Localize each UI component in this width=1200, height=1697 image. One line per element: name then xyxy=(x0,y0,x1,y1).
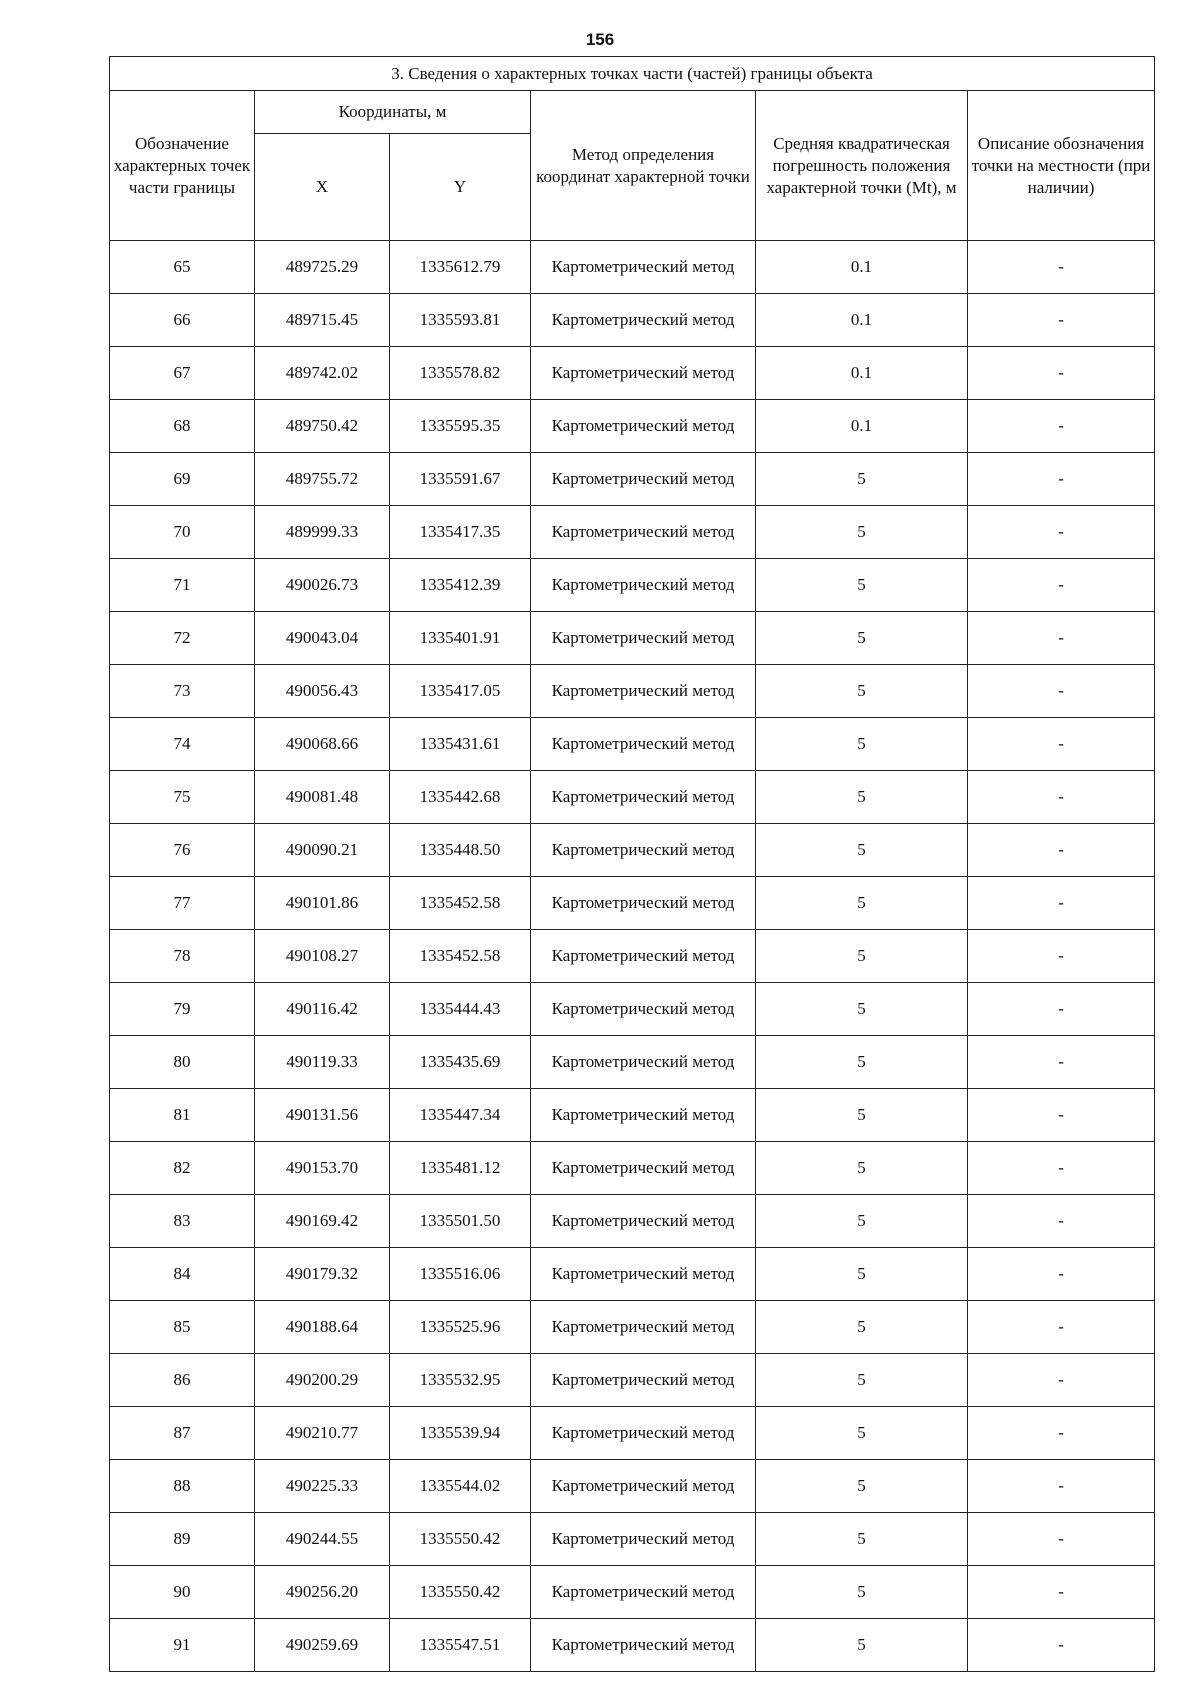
cell-method: Картометрический метод xyxy=(531,241,756,294)
cell-accuracy: 5 xyxy=(756,1354,968,1407)
cell-accuracy: 5 xyxy=(756,771,968,824)
table-row xyxy=(110,1354,1155,1407)
cell-point-id: 87 xyxy=(110,1407,255,1460)
table-row xyxy=(110,1513,1155,1566)
table-row xyxy=(110,1619,1155,1672)
cell-y: 1335481.12 xyxy=(390,1142,531,1195)
cell-x: 490101.86 xyxy=(255,877,390,930)
table-row xyxy=(110,241,1155,294)
cell-description: - xyxy=(968,877,1155,930)
cell-y: 1335516.06 xyxy=(390,1248,531,1301)
cell-x: 489715.45 xyxy=(255,294,390,347)
cell-x: 490259.69 xyxy=(255,1619,390,1672)
cell-method: Картометрический метод xyxy=(531,665,756,718)
cell-method: Картометрический метод xyxy=(531,294,756,347)
cell-point-id: 88 xyxy=(110,1460,255,1513)
cell-y: 1335448.50 xyxy=(390,824,531,877)
cell-point-id: 72 xyxy=(110,612,255,665)
cell-accuracy: 5 xyxy=(756,665,968,718)
cell-point-id: 71 xyxy=(110,559,255,612)
cell-point-id: 74 xyxy=(110,718,255,771)
cell-point-id: 90 xyxy=(110,1566,255,1619)
cell-y: 1335550.42 xyxy=(390,1513,531,1566)
cell-description: - xyxy=(968,400,1155,453)
table-row xyxy=(110,718,1155,771)
cell-description: - xyxy=(968,1619,1155,1672)
cell-x: 489742.02 xyxy=(255,347,390,400)
table-row xyxy=(110,506,1155,559)
table-row xyxy=(110,1142,1155,1195)
cell-y: 1335447.34 xyxy=(390,1089,531,1142)
cell-description: - xyxy=(968,930,1155,983)
cell-x: 489755.72 xyxy=(255,453,390,506)
table-row xyxy=(110,1460,1155,1513)
cell-point-id: 89 xyxy=(110,1513,255,1566)
table-row xyxy=(110,294,1155,347)
cell-y: 1335532.95 xyxy=(390,1354,531,1407)
cell-x: 490179.32 xyxy=(255,1248,390,1301)
cell-method: Картометрический метод xyxy=(531,1354,756,1407)
cell-point-id: 70 xyxy=(110,506,255,559)
cell-method: Картометрический метод xyxy=(531,1407,756,1460)
cell-description: - xyxy=(968,718,1155,771)
table-header xyxy=(110,57,1155,241)
cell-x: 490068.66 xyxy=(255,718,390,771)
cell-description: - xyxy=(968,1354,1155,1407)
cell-accuracy: 5 xyxy=(756,983,968,1036)
cell-x: 490043.04 xyxy=(255,612,390,665)
cell-x: 490119.33 xyxy=(255,1036,390,1089)
cell-point-id: 78 xyxy=(110,930,255,983)
cell-x: 489750.42 xyxy=(255,400,390,453)
table-row xyxy=(110,400,1155,453)
cell-y: 1335544.02 xyxy=(390,1460,531,1513)
cell-x: 489999.33 xyxy=(255,506,390,559)
cell-description: - xyxy=(968,559,1155,612)
table-row xyxy=(110,1566,1155,1619)
cell-description: - xyxy=(968,983,1155,1036)
cell-description: - xyxy=(968,347,1155,400)
cell-y: 1335417.05 xyxy=(390,665,531,718)
cell-description: - xyxy=(968,1195,1155,1248)
cell-method: Картометрический метод xyxy=(531,718,756,771)
table-row xyxy=(110,453,1155,506)
cell-y: 1335525.96 xyxy=(390,1301,531,1354)
cell-point-id: 68 xyxy=(110,400,255,453)
cell-accuracy: 5 xyxy=(756,718,968,771)
cell-y: 1335417.35 xyxy=(390,506,531,559)
cell-method: Картометрический метод xyxy=(531,400,756,453)
cell-description: - xyxy=(968,241,1155,294)
table-row xyxy=(110,824,1155,877)
cell-x: 490200.29 xyxy=(255,1354,390,1407)
cell-method: Картометрический метод xyxy=(531,1301,756,1354)
cell-description: - xyxy=(968,1248,1155,1301)
cell-description: - xyxy=(968,1513,1155,1566)
table-row xyxy=(110,559,1155,612)
cell-accuracy: 5 xyxy=(756,506,968,559)
cell-x: 490108.27 xyxy=(255,930,390,983)
cell-method: Картометрический метод xyxy=(531,983,756,1036)
cell-point-id: 76 xyxy=(110,824,255,877)
header-point-id: Обозначение характерных точек части границы xyxy=(110,91,255,241)
header-accuracy: Средняя квадратическая погрешность положения характерной точки (Mt), м xyxy=(756,91,968,241)
cell-point-id: 66 xyxy=(110,294,255,347)
table-row xyxy=(110,1301,1155,1354)
cell-point-id: 83 xyxy=(110,1195,255,1248)
cell-y: 1335595.35 xyxy=(390,400,531,453)
table-row xyxy=(110,930,1155,983)
cell-x: 490056.43 xyxy=(255,665,390,718)
table-row xyxy=(110,983,1155,1036)
cell-method: Картометрический метод xyxy=(531,1036,756,1089)
cell-description: - xyxy=(968,1460,1155,1513)
cell-point-id: 81 xyxy=(110,1089,255,1142)
cell-description: - xyxy=(968,824,1155,877)
cell-accuracy: 5 xyxy=(756,1566,968,1619)
cell-accuracy: 5 xyxy=(756,824,968,877)
cell-point-id: 86 xyxy=(110,1354,255,1407)
cell-point-id: 82 xyxy=(110,1142,255,1195)
cell-x: 490256.20 xyxy=(255,1566,390,1619)
cell-description: - xyxy=(968,1036,1155,1089)
cell-accuracy: 5 xyxy=(756,1036,968,1089)
page-number: 156 xyxy=(585,30,615,49)
table-row xyxy=(110,665,1155,718)
table-row xyxy=(110,1248,1155,1301)
cell-method: Картометрический метод xyxy=(531,1195,756,1248)
cell-accuracy: 5 xyxy=(756,1513,968,1566)
cell-accuracy: 0.1 xyxy=(756,347,968,400)
table-row xyxy=(110,1089,1155,1142)
cell-description: - xyxy=(968,294,1155,347)
cell-point-id: 65 xyxy=(110,241,255,294)
cell-point-id: 75 xyxy=(110,771,255,824)
cell-method: Картометрический метод xyxy=(531,347,756,400)
header-y: Y xyxy=(390,134,531,241)
cell-point-id: 91 xyxy=(110,1619,255,1672)
cell-x: 490131.56 xyxy=(255,1089,390,1142)
table-row xyxy=(110,1407,1155,1460)
cell-accuracy: 5 xyxy=(756,1407,968,1460)
cell-y: 1335501.50 xyxy=(390,1195,531,1248)
cell-y: 1335401.91 xyxy=(390,612,531,665)
table-row xyxy=(110,347,1155,400)
cell-accuracy: 5 xyxy=(756,559,968,612)
cell-method: Картометрический метод xyxy=(531,1089,756,1142)
cell-method: Картометрический метод xyxy=(531,559,756,612)
cell-y: 1335539.94 xyxy=(390,1407,531,1460)
table-body xyxy=(110,241,1155,1672)
cell-accuracy: 0.1 xyxy=(756,294,968,347)
table-title: 3. Сведения о характерных точках части (частей) границы объекта xyxy=(110,57,1155,91)
cell-method: Картометрический метод xyxy=(531,453,756,506)
cell-description: - xyxy=(968,612,1155,665)
cell-description: - xyxy=(968,1301,1155,1354)
cell-y: 1335578.82 xyxy=(390,347,531,400)
cell-point-id: 79 xyxy=(110,983,255,1036)
cell-method: Картометрический метод xyxy=(531,1566,756,1619)
cell-x: 489725.29 xyxy=(255,241,390,294)
cell-description: - xyxy=(968,771,1155,824)
boundary-points-table xyxy=(109,56,1155,1672)
cell-accuracy: 5 xyxy=(756,453,968,506)
cell-method: Картометрический метод xyxy=(531,771,756,824)
cell-method: Картометрический метод xyxy=(531,877,756,930)
cell-x: 490081.48 xyxy=(255,771,390,824)
cell-method: Картометрический метод xyxy=(531,824,756,877)
cell-point-id: 77 xyxy=(110,877,255,930)
cell-accuracy: 5 xyxy=(756,612,968,665)
cell-y: 1335452.58 xyxy=(390,930,531,983)
cell-point-id: 69 xyxy=(110,453,255,506)
cell-accuracy: 5 xyxy=(756,930,968,983)
cell-method: Картометрический метод xyxy=(531,506,756,559)
cell-y: 1335431.61 xyxy=(390,718,531,771)
table-row xyxy=(110,1036,1155,1089)
cell-x: 490169.42 xyxy=(255,1195,390,1248)
cell-y: 1335593.81 xyxy=(390,294,531,347)
cell-point-id: 67 xyxy=(110,347,255,400)
cell-description: - xyxy=(968,665,1155,718)
cell-point-id: 73 xyxy=(110,665,255,718)
cell-y: 1335452.58 xyxy=(390,877,531,930)
table-row xyxy=(110,612,1155,665)
cell-description: - xyxy=(968,1566,1155,1619)
cell-accuracy: 5 xyxy=(756,877,968,930)
cell-x: 490188.64 xyxy=(255,1301,390,1354)
cell-point-id: 85 xyxy=(110,1301,255,1354)
cell-y: 1335444.43 xyxy=(390,983,531,1036)
header-x: X xyxy=(255,134,390,241)
cell-x: 490116.42 xyxy=(255,983,390,1036)
cell-description: - xyxy=(968,453,1155,506)
header-description: Описание обозначения точки на местности (при наличии) xyxy=(968,91,1155,241)
cell-y: 1335591.67 xyxy=(390,453,531,506)
cell-method: Картометрический метод xyxy=(531,1460,756,1513)
table-row xyxy=(110,771,1155,824)
table-row xyxy=(110,877,1155,930)
cell-x: 490026.73 xyxy=(255,559,390,612)
cell-x: 490244.55 xyxy=(255,1513,390,1566)
cell-description: - xyxy=(968,1089,1155,1142)
cell-y: 1335412.39 xyxy=(390,559,531,612)
cell-y: 1335435.69 xyxy=(390,1036,531,1089)
cell-method: Картометрический метод xyxy=(531,930,756,983)
cell-accuracy: 5 xyxy=(756,1619,968,1672)
cell-description: - xyxy=(968,506,1155,559)
cell-y: 1335442.68 xyxy=(390,771,531,824)
table-row xyxy=(110,1195,1155,1248)
cell-x: 490225.33 xyxy=(255,1460,390,1513)
cell-method: Картометрический метод xyxy=(531,1142,756,1195)
cell-accuracy: 5 xyxy=(756,1195,968,1248)
cell-x: 490090.21 xyxy=(255,824,390,877)
cell-accuracy: 5 xyxy=(756,1142,968,1195)
cell-accuracy: 0.1 xyxy=(756,400,968,453)
cell-y: 1335550.42 xyxy=(390,1566,531,1619)
cell-x: 490153.70 xyxy=(255,1142,390,1195)
cell-accuracy: 5 xyxy=(756,1248,968,1301)
cell-accuracy: 5 xyxy=(756,1089,968,1142)
cell-method: Картометрический метод xyxy=(531,1619,756,1672)
cell-description: - xyxy=(968,1407,1155,1460)
cell-y: 1335547.51 xyxy=(390,1619,531,1672)
cell-accuracy: 5 xyxy=(756,1301,968,1354)
cell-method: Картометрический метод xyxy=(531,1248,756,1301)
cell-method: Картометрический метод xyxy=(531,612,756,665)
cell-description: - xyxy=(968,1142,1155,1195)
cell-x: 490210.77 xyxy=(255,1407,390,1460)
header-coordinates: Координаты, м xyxy=(255,91,531,134)
header-method: Метод определения координат характерной точки xyxy=(531,91,756,241)
cell-method: Картометрический метод xyxy=(531,1513,756,1566)
cell-point-id: 84 xyxy=(110,1248,255,1301)
cell-y: 1335612.79 xyxy=(390,241,531,294)
cell-accuracy: 0.1 xyxy=(756,241,968,294)
cell-point-id: 80 xyxy=(110,1036,255,1089)
cell-accuracy: 5 xyxy=(756,1460,968,1513)
